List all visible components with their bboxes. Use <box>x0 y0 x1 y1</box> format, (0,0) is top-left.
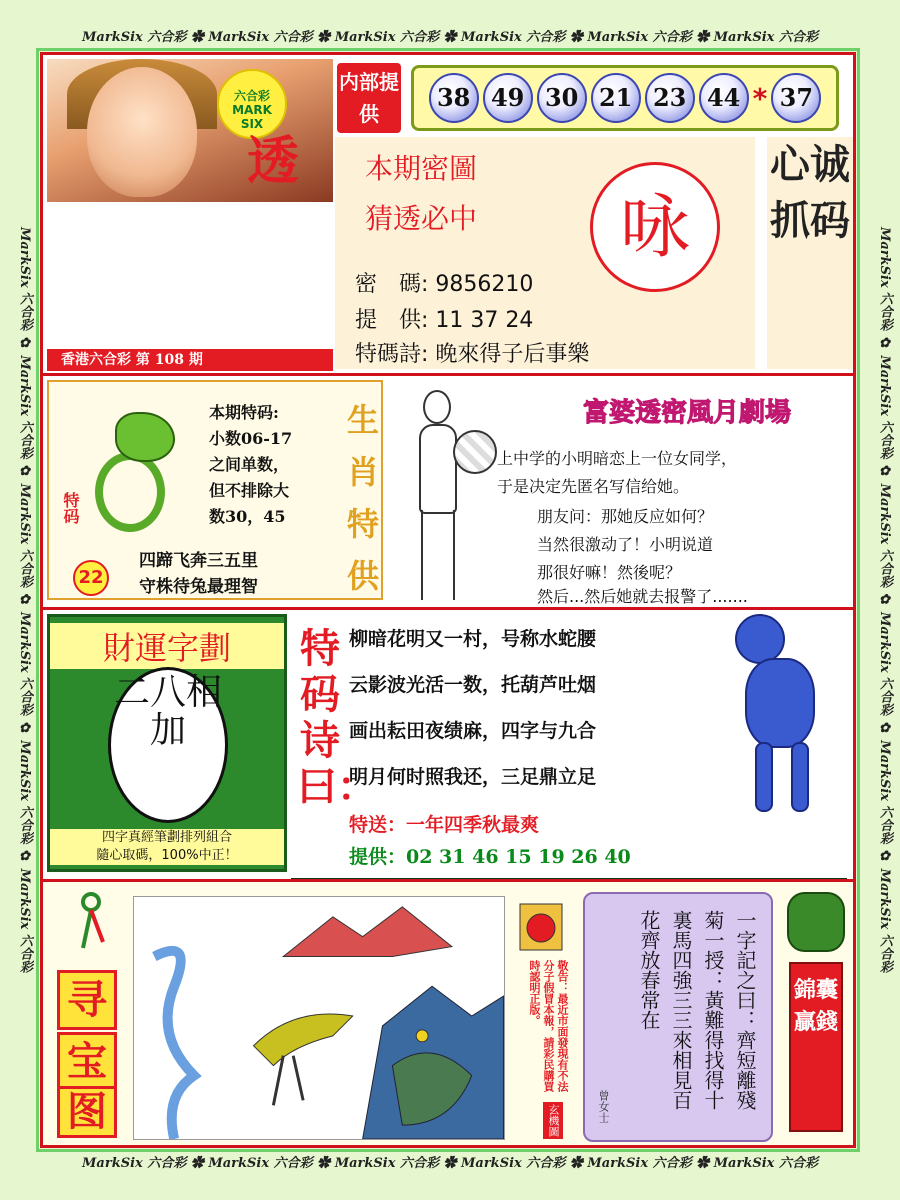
treasure-char: 宝 <box>57 1032 117 1092</box>
monkey-leg <box>755 742 773 812</box>
treasure-panel <box>47 886 127 1144</box>
money-bag-icon <box>787 892 845 952</box>
poem-line: 云影波光活一数，托葫芦吐烟 <box>349 674 597 696</box>
caiyun-title: 財運字劃 <box>50 623 284 669</box>
joke-box <box>387 380 849 606</box>
caiyun-note-line: 隨心取碼，100%中正！ <box>96 848 238 863</box>
poem-line: 柳暗花明又一村，号称水蛇腰 <box>349 628 597 650</box>
border-bottom: MarkSix 六合彩 ✿ MarkSix 六合彩 ✿ MarkSix 六合彩 ✿ MarkSix 六合彩 ✿ MarkSix 六合彩 ✿ MarkSix 六合彩 <box>82 1156 818 1171</box>
treasure-section <box>43 879 853 1145</box>
woman-head <box>423 390 451 424</box>
fist-icon <box>518 902 564 952</box>
border-left: MarkSix 六合彩 ✿ MarkSix 六合彩 ✿ MarkSix 六合彩 ✿ MarkSix 六合彩 ✿ MarkSix 六合彩 ✿ MarkSix 六合彩 <box>17 227 32 973</box>
monkey-leg <box>791 742 809 812</box>
beachball-icon <box>453 430 497 474</box>
main-frame <box>40 52 856 1148</box>
star-separator: * <box>752 81 768 115</box>
dragon-icon <box>75 412 185 532</box>
oval-text: 二八相加 <box>108 667 228 823</box>
face-shape <box>87 67 197 197</box>
joke-title: 富婆透密風月劇場 <box>582 398 791 428</box>
blank-box <box>47 202 333 354</box>
poem-line: 画出耘田夜绩麻，四字与九合 <box>349 720 597 742</box>
ball: 38 <box>429 73 479 123</box>
zodiac-line: 数30，45 <box>209 507 286 526</box>
provide-value: 11 37 24 <box>435 308 534 333</box>
photo-panel <box>47 59 333 349</box>
jinnang-label: 錦囊贏錢 <box>789 962 843 1132</box>
poem-section <box>43 607 853 875</box>
jinnang-panel <box>783 892 849 1142</box>
notice-text: 敬告：最近市面發現有不法分子假冒本報，請彩民購買時認明正版。 <box>528 960 569 1092</box>
poem-line: 明月何时照我还，三足鼎立足 <box>349 766 597 788</box>
treasure-char: 寻 <box>57 970 117 1030</box>
poem-label: 特碼詩: <box>355 342 429 367</box>
zodiac-bottom-line: 守株待兔最理智 <box>139 577 258 597</box>
key-icon <box>73 892 109 952</box>
monkey-icon <box>705 614 845 814</box>
scroll-author: 曾女士 <box>597 1090 610 1123</box>
crane-painting <box>133 896 505 1140</box>
special-ball: 37 <box>771 73 821 123</box>
joke-line: 朋友问：那她反应如何？ <box>537 507 714 526</box>
joke-line: 然后...然后她就去报警了....... <box>537 587 748 606</box>
issue-label: 香港六合彩 第 108 期 <box>47 349 333 371</box>
caiyun-note-line: 四字真經筆劃排列組合 <box>101 830 232 845</box>
ball: 44 <box>699 73 749 123</box>
dragon-head <box>115 412 175 462</box>
border-right: MarkSix 六合彩 ✿ MarkSix 六合彩 ✿ MarkSix 六合彩 ✿ MarkSix 六合彩 ✿ MarkSix 六合彩 ✿ MarkSix 六合彩 <box>877 227 892 973</box>
code-value: 9856210 <box>435 272 534 297</box>
poem-vertical-title: 特码诗曰： <box>297 625 377 810</box>
provide-label: 提 供: <box>355 308 429 333</box>
poem-scroll <box>583 892 773 1142</box>
poem-row <box>355 337 589 368</box>
secret-title: 本期密圖 <box>365 152 478 185</box>
tesong-text: 特送：一年四季秋最爽 <box>349 814 540 836</box>
zodiac-bottom <box>139 548 359 600</box>
monkey-head <box>735 614 785 664</box>
tou-char: 透 <box>247 131 300 192</box>
woman-body <box>419 424 457 514</box>
zodiac-line: 小数06-17 <box>209 429 293 448</box>
shengxiao-title: 生肖特供 <box>346 401 379 595</box>
zodiac-line: 本期特码: <box>209 403 279 422</box>
woman-legs <box>421 510 455 600</box>
scroll-text: 一字記之曰：齊短離殘菊一授：黃難得找得十裏馬四強三三來相見百花齊放春常在 <box>637 910 757 1110</box>
ball: 23 <box>645 73 695 123</box>
ball: 21 <box>591 73 641 123</box>
ball-row <box>411 65 839 131</box>
ball: 30 <box>537 73 587 123</box>
circle-char: 咏 <box>590 162 720 292</box>
secret-panel <box>335 137 755 369</box>
zodiac-section <box>43 373 853 605</box>
monkey-body <box>745 658 815 748</box>
header-section <box>43 55 853 370</box>
marksix-logo: 六合彩 MARK SIX <box>217 69 287 139</box>
border-top: MarkSix 六合彩 ✿ MarkSix 六合彩 ✿ MarkSix 六合彩 ✿ MarkSix 六合彩 ✿ MarkSix 六合彩 ✿ MarkSix 六合彩 <box>82 30 818 45</box>
joke-line: 当然很激动了！小明说道 <box>537 535 714 554</box>
secret-subtitle: 猜透必中 <box>365 202 478 235</box>
tema-tag: 特码 <box>61 492 80 524</box>
zodiac-text <box>209 400 339 530</box>
poem-value: 晚來得子后事樂 <box>435 342 590 367</box>
provide-row <box>355 303 533 334</box>
caiyun-panel <box>47 614 287 872</box>
treasure-char: 图 <box>57 1086 117 1138</box>
dragon-body <box>95 452 165 532</box>
caiyun-note <box>50 829 284 865</box>
joke-line: 于是决定先匿名写信给她。 <box>497 477 690 496</box>
zodiac-line: 但不排除大 <box>209 481 290 500</box>
zodiac-box <box>47 380 383 600</box>
zodiac-line: 之间单数， <box>209 455 290 474</box>
tigong-text: 提供：02 31 46 15 19 26 40 <box>349 846 631 868</box>
joke-line: 那很好嘛！然後呢？ <box>537 563 682 582</box>
woman-illustration <box>393 390 503 600</box>
notice-panel <box>513 896 569 1140</box>
number-badge: 22 <box>73 560 109 596</box>
code-label: 密 碼: <box>355 272 429 297</box>
model-photo <box>47 59 333 202</box>
zodiac-bottom-line: 四蹄飞奔三五里 <box>139 551 258 571</box>
code-row <box>355 267 533 298</box>
xuanji-label: 玄機圖 <box>543 1102 563 1139</box>
xincheng-title: 心诚抓码 <box>767 137 853 369</box>
neibu-badge: 内部提供 <box>337 63 401 133</box>
ball: 49 <box>483 73 533 123</box>
joke-line: 上中学的小明暗恋上一位女同学， <box>497 449 738 468</box>
